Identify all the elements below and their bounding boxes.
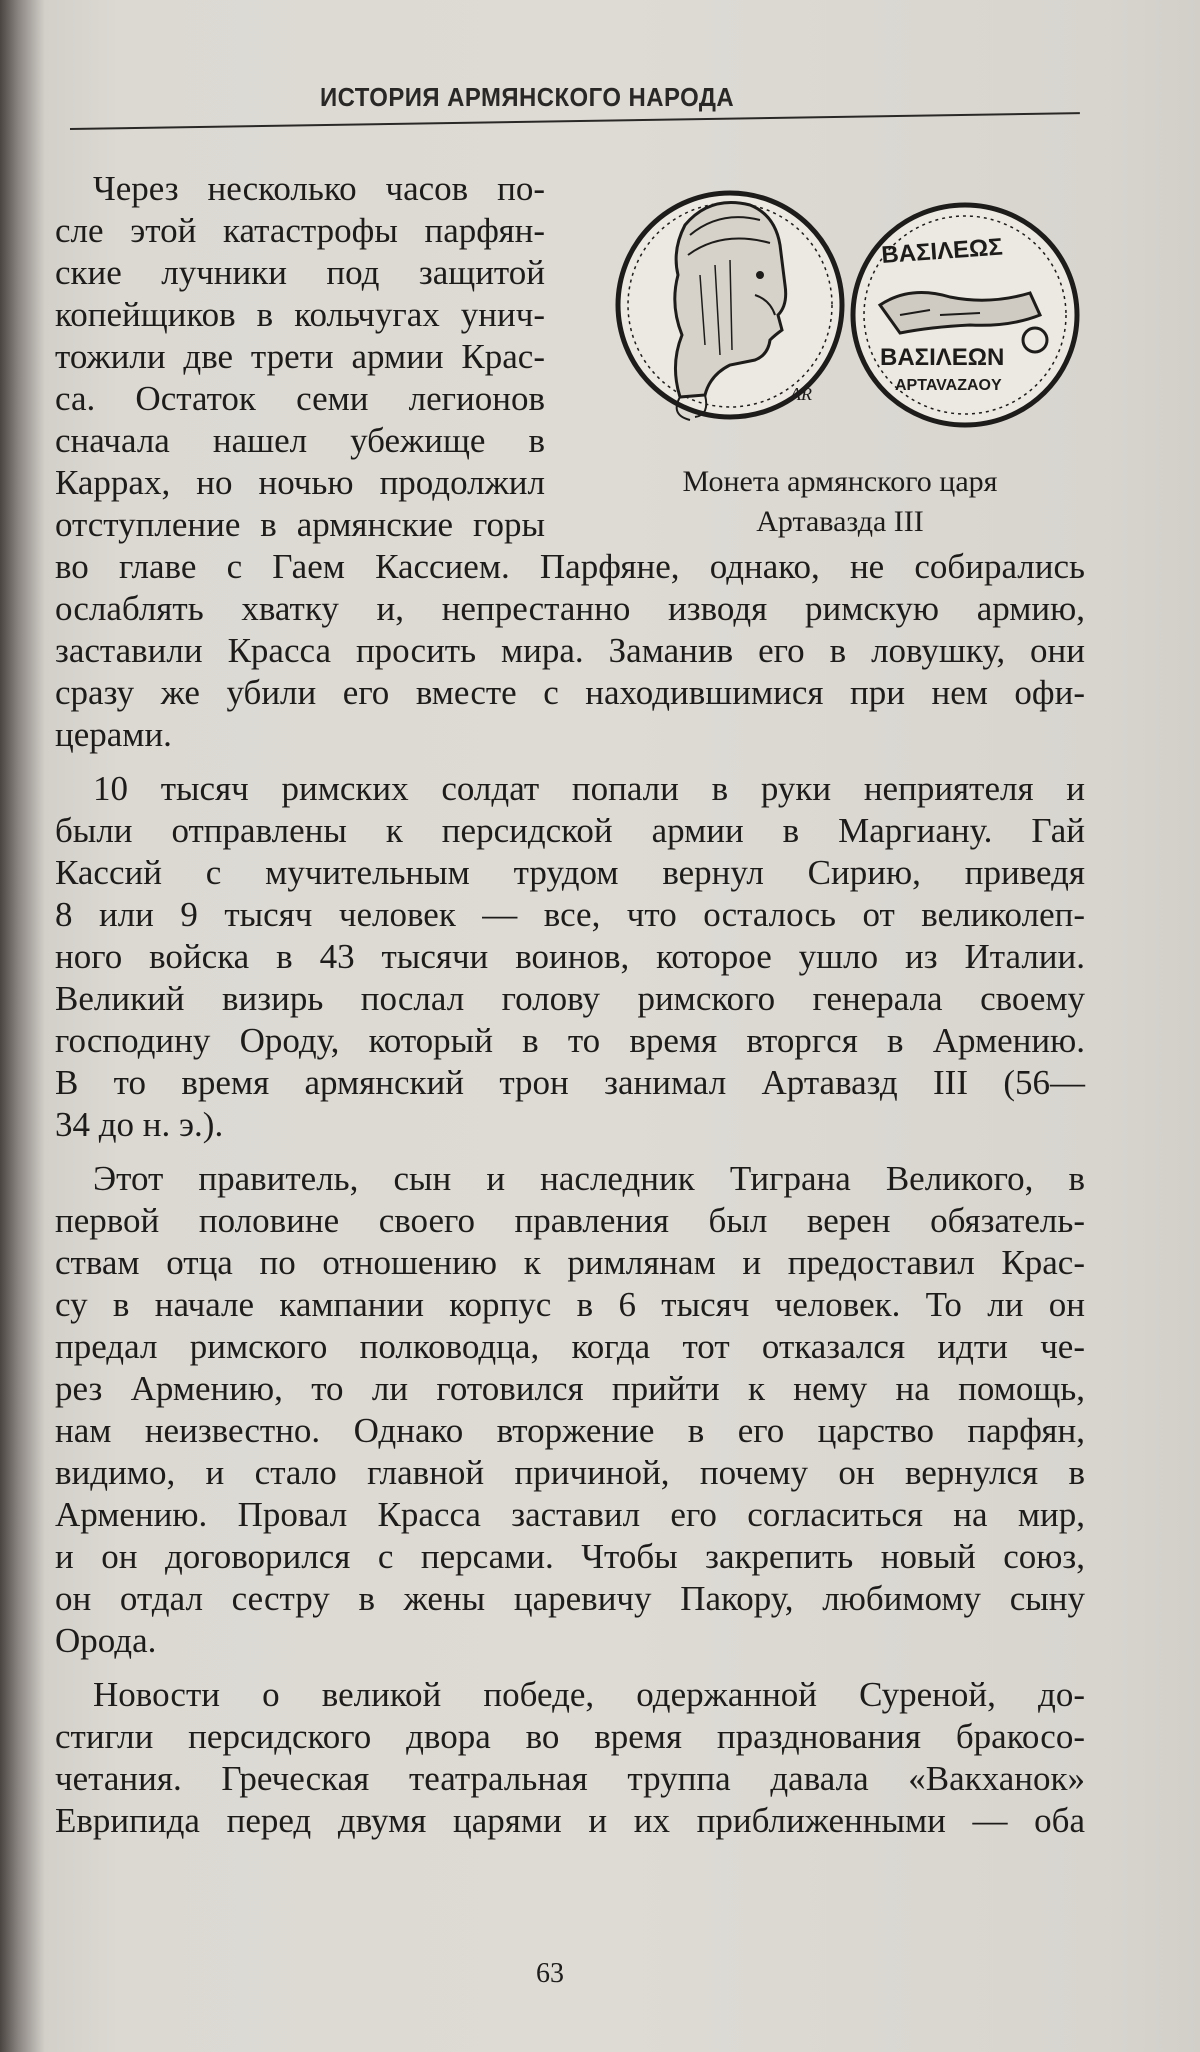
text-line: отступление в армянские горы [55,505,545,544]
text-line: Через несколько часов по- [93,169,545,208]
body-text [55,168,1085,1842]
text-line: заставили Красса просить мира. Заманив его в ловушку, они [55,631,1085,670]
coin-inscription-top: BAΣIΛEΩΣ [880,233,1004,269]
text-line: четания. Греческая театральная труппа давала «Вакханок» [55,1759,1085,1798]
coin-inscription-middle: BAΣIΛEΩN [880,344,1005,371]
text-line: и он договорился с персами. Чтобы закрепить новый союз, [55,1537,1085,1576]
text-line: 10 тысяч римских солдат попали в руки неприятеля и [93,769,1085,808]
text-line: ослаблять хватку и, непрестанно изводя римскую армию, [55,589,1085,628]
header-rule [70,112,1080,130]
coin-inscription-bottom: APTAVAZAOY [895,377,1002,394]
text-line: су в начале кампании корпус в 6 тысяч человек. То ли он [55,1285,1085,1324]
text-line: Великий визирь послал голову римского генерала своему [55,979,1085,1018]
text-line: Еврипида перед двумя царями и их приближенными — оба [55,1801,1085,1840]
page-number: 63 [536,1958,564,1989]
text-line: видимо, и стало главной причиной, почему он вернулся в [55,1453,1085,1492]
text-line: предал римского полководца, когда тот отказался идти че- [55,1327,1085,1366]
text-line: 34 до н. э.). [55,1105,224,1144]
text-line: 8 или 9 тысяч человек — все, что осталось от великолеп- [55,895,1085,934]
text-line: тожили две трети армии Крас- [55,337,545,376]
text-line: рез Армению, то ли готовился прийти к нему на помощь, [55,1369,1085,1408]
coin-mark: AR [790,384,812,404]
text-line: он отдал сестру в жены царевичу Пакору, любимому сыну [55,1579,1085,1618]
text-line: господину Ороду, который в то время вторгся в Армению. [55,1021,1085,1060]
text-line: церами. [55,715,172,754]
text-line: Каррах, но ночью продолжил [55,463,545,502]
text-line: Этот правитель, сын и наследник Тиграна Великого, в [93,1159,1085,1198]
text-line: ствам отца по отношению к римлянам и предоставил Крас- [55,1243,1085,1282]
caption-line: Монета армянского царя [682,465,998,498]
text-line: Кассий с мучительным трудом вернул Сирию, приведя [55,853,1085,892]
text-line: В то время армянский трон занимал Артавазд III (56— [55,1063,1085,1102]
text-line: Армению. Провал Красса заставил его согласиться на мир, [55,1495,1085,1534]
running-header: ИСТОРИЯ АРМЯНСКОГО НАРОДА [320,82,735,112]
text-line: сле этой катастрофы парфян- [55,211,545,250]
text-line: ские лучники под защитой [55,253,545,292]
text-line: нам неизвестно. Однако вторжение в его царство парфян, [55,1411,1085,1450]
caption-line: Артавазда III [756,505,924,538]
text-line: Орода. [55,1621,157,1660]
text-line: Новости о великой победе, одержанной Суреной, до- [93,1675,1085,1714]
text-line: сначала нашел убежище в [55,421,545,460]
text-line: были отправлены к персидской армии в Маргиану. Гай [55,811,1085,850]
text-line: первой половине своего правления был верен обязатель- [55,1201,1085,1240]
text-line: ного войска в 43 тысячи воинов, которое ушло из Италии. [55,937,1085,976]
text-line: копейщиков в кольчугах унич- [55,295,545,334]
text-line: са. Остаток семи легионов [55,379,545,418]
text-line: во главе с Гаем Кассием. Парфяне, однако, не собирались [55,547,1085,586]
text-line: сразу же убили его вместе с находившимися при нем офи- [55,673,1085,712]
text-line: стигли персидского двора во время празднования бракосо- [55,1717,1085,1756]
